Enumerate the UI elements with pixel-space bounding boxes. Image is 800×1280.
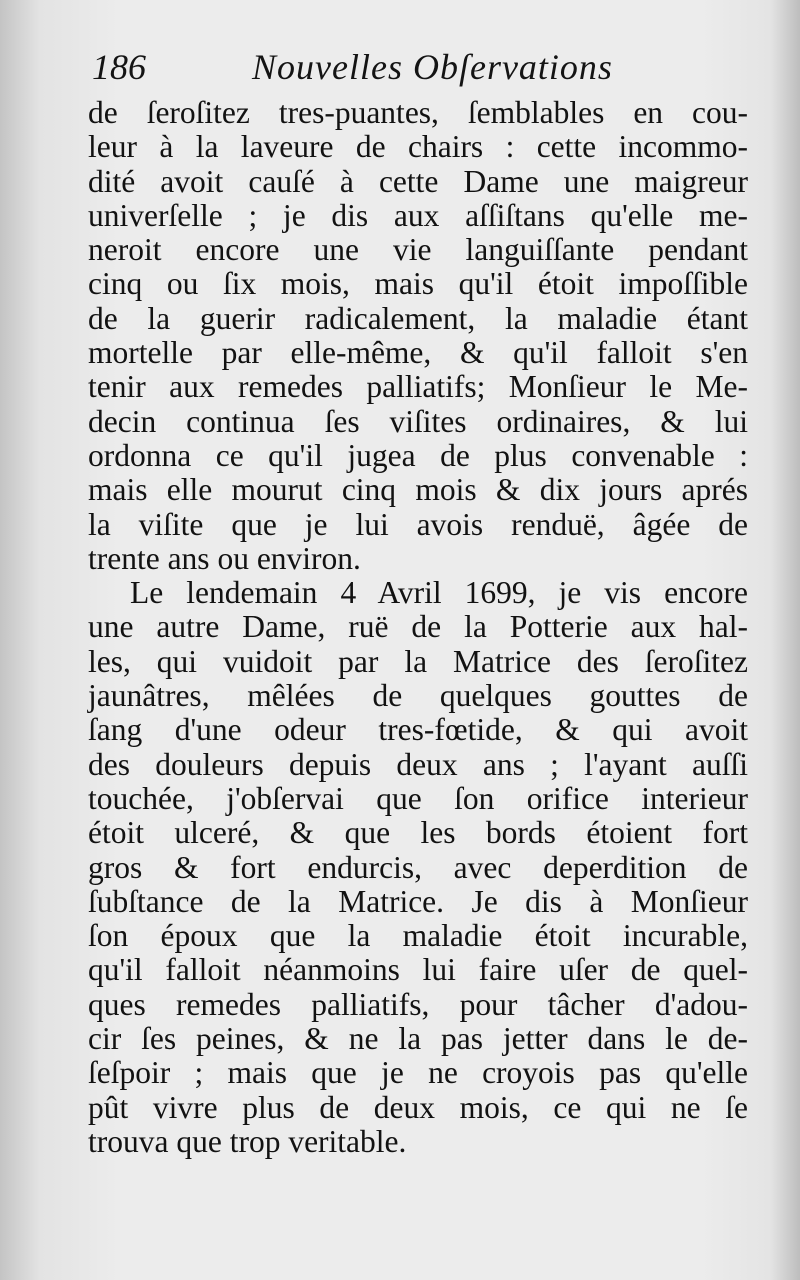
- text-line: ques remedes palliatifs, pour tâcher d'adou-: [88, 986, 748, 1022]
- running-title: Nouvelles Obſervations: [252, 47, 613, 87]
- text-line: mais elle mourut cinq mois & dix jours aprés: [88, 472, 748, 508]
- text-line: ſang d'une odeur tres-fœtide, & qui avoit: [88, 712, 748, 748]
- text-line: ſon époux que la maladie étoit incurable,: [88, 918, 748, 954]
- text-line: ordonna ce qu'il jugea de plus convenable :: [88, 437, 748, 473]
- text-line: la viſite que je lui avois renduë, âgée de: [88, 506, 748, 542]
- text-line: dité avoit cauſé à cette Dame une maigreur: [88, 163, 748, 199]
- text-line: de ſeroſitez tres-puantes, ſemblables en cou-: [88, 95, 748, 130]
- page-number: 186: [92, 47, 146, 87]
- text-line: univerſelle ; je dis aux aſſiſtans qu'elle me-: [88, 197, 748, 233]
- page-header: [92, 46, 752, 96]
- text-line: des douleurs depuis deux ans ; l'ayant auſſi: [88, 746, 748, 782]
- text-line: cinq ou ſix mois, mais qu'il étoit impoſſible: [88, 266, 748, 302]
- text-line: pût vivre plus de deux mois, ce qui ne ſe: [88, 1089, 748, 1125]
- text-line: qu'il falloit néanmoins lui faire uſer de quel-: [88, 952, 748, 988]
- text-line: mortelle par elle-même, & qu'il falloit s'en: [88, 335, 748, 371]
- text-line: tenir aux remedes palliatifs; Monſieur le Me-: [88, 369, 748, 405]
- text-line: ſeſpoir ; mais que je ne croyois pas qu'elle: [88, 1055, 748, 1091]
- text-line: les, qui vuidoit par la Matrice des ſeroſitez: [88, 643, 748, 679]
- text-line: neroit encore une vie languiſſante pendant: [88, 232, 748, 268]
- text-line: ſubſtance de la Matrice. Je dis à Monſieur: [88, 883, 748, 919]
- paragraph-start-line: Le lendemain 4 Avril 1699, je vis encore: [130, 575, 748, 611]
- text-line: touchée, j'obſervai que ſon orifice interieur: [88, 780, 748, 816]
- text-line: une autre Dame, ruë de la Potterie aux hal-: [88, 609, 748, 645]
- text-line: de la guerir radicalement, la maladie étant: [88, 300, 748, 336]
- text-line: gros & fort endurcis, avec deperdition de: [88, 849, 748, 885]
- text-line: étoit ulceré, & que les bords étoient fort: [88, 815, 748, 851]
- text-line: decin continua ſes viſites ordinaires, & lui: [88, 403, 748, 439]
- text-line: cir ſes peines, & ne la pas jetter dans le de-: [88, 1021, 748, 1057]
- text-line: leur à la laveure de chairs : cette incommo-: [88, 129, 748, 165]
- text-line: jaunâtres, mêlées de quelques gouttes de: [88, 678, 748, 714]
- paragraph-end-line: trouva que trop veritable.: [88, 1123, 407, 1159]
- paragraph-end-line: trente ans ou environ.: [88, 540, 361, 576]
- body-text: [88, 96, 748, 1159]
